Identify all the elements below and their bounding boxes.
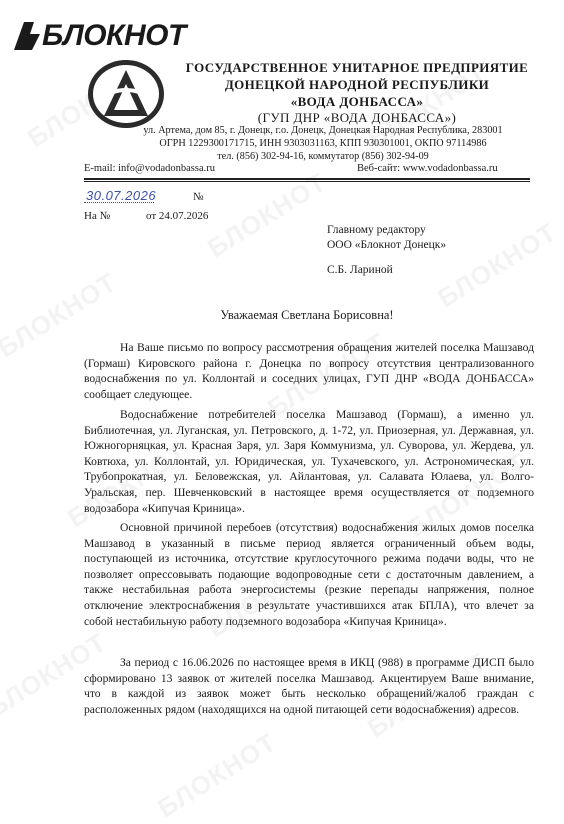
- org-phones: тел. (856) 302-94-16, коммутатор (856) 302-94-09: [217, 151, 429, 162]
- date-underline: [84, 202, 154, 203]
- watermark: [152, 727, 282, 824]
- header-divider: [84, 178, 530, 180]
- org-name-line1: ГОСУДАРСТВЕННОЕ УНИТАРНОЕ ПРЕДПРИЯТИЕ: [185, 60, 529, 75]
- org-name-line2: ДОНЕЦКОЙ НАРОДНОЙ РЕСПУБЛИКИ: [224, 77, 490, 92]
- org-registration: ОГРН 1229300171715, ИНН 9303031163, КПП 930301001, ОКПО 97114986: [159, 138, 487, 149]
- handwritten-date: 30.07.2026: [86, 188, 157, 203]
- watermark: [432, 217, 562, 314]
- body-paragraph-1: На Ваше письмо по вопросу рассмотрения обращения жителей поселка Машзавод (Гормаш) Кировского района г. Донецка по вопросу отсутствия централизованного водоснабжения по ул. Коллонтай и соседних улицах, ГУП ДНР «ВОДА ДОНБАССА» сообщает следующее.: [84, 341, 534, 401]
- incoming-number-label: На №: [84, 210, 111, 222]
- recipient-position: Главному редактору: [327, 224, 426, 236]
- org-address: ул. Артема, дом 85, г. Донецк, г.о. Донецк, Донецкая Народная Республика, 283001: [143, 125, 503, 136]
- org-email: E-mail: info@vodadonbassa.ru: [84, 163, 215, 174]
- incoming-date: от 24.07.2026: [146, 210, 209, 222]
- header-divider-thin: [84, 181, 530, 182]
- greeting: Уважаемая Светлана Борисовна!: [220, 308, 394, 322]
- company-emblem-icon: [86, 58, 166, 130]
- org-website: Веб-сайт: www.vodadonbassa.ru: [357, 163, 498, 174]
- org-short-name: (ГУП ДНР «ВОДА ДОНБАССА»): [257, 110, 457, 125]
- body-paragraph-2: Водоснабжение потребителей поселка Машзавод (Гормаш), а именно ул. Библиотечная, ул. Луганская, ул. Петровского, д. 1-72, ул. Приозерная, ул. Державная, ул. Южногорняцкая, ул. Красная Заря, ул. Заря Коммунизма, ул. Суворова, ул. Жердева, ул. Ковтюха, ул. Коллонтай, ул. Юридическая, ул. Тухачевского, ул. Астрономическая, ул. Трубопрокатная, ул. Беловежская, ул. Айлантовая, ул. Салавата Юлаева, ул. Волго-Уральская, пер. Шевченковский в настоящее время осуществляется от подземного водозабора «Кипучая Криница».: [84, 408, 534, 515]
- brand-logo: [10, 16, 270, 56]
- body-paragraph-4: За период с 16.06.2026 по настоящее время в ИКЦ (988) в программе ДИСП было сформировано 13 заявок от жителей поселка Машзавод. Акцентируем Ваше внимание, что в каждой из заявок может быть несколько обращений/жалоб граждан с расположенных рядом (находящихся на одной питающей сети водоснабжения) адресов.: [84, 656, 534, 716]
- recipient-name: С.Б. Лариной: [327, 264, 393, 276]
- body-paragraph-3: Основной причиной перебоев (отсутствия) водоснабжения жилых домов поселка Машзавод в указанный в письме период является ограниченный объем воды, поступающей из источника, отсутствие круглосуточного режима подачи воды, что не позволяет опрессовывать подающие водопроводные сети с достаточным давлением, а также нестабильная работа энергосистемы (резкие перепады напряжения, полное отключение электроснабжения в результате участившихся атак БПЛА), что влечет за собой нестабильную работу подземного водозабора «Кипучая Криница».: [84, 521, 534, 628]
- brand-name: БЛОКНОТ: [42, 19, 186, 52]
- org-name-line3: «ВОДА ДОНБАССА»: [290, 94, 424, 109]
- recipient-organisation: ООО «Блокнот Донецк»: [327, 239, 447, 251]
- outgoing-number-mark: №: [193, 191, 204, 203]
- brand-mark-icon: [10, 16, 44, 56]
